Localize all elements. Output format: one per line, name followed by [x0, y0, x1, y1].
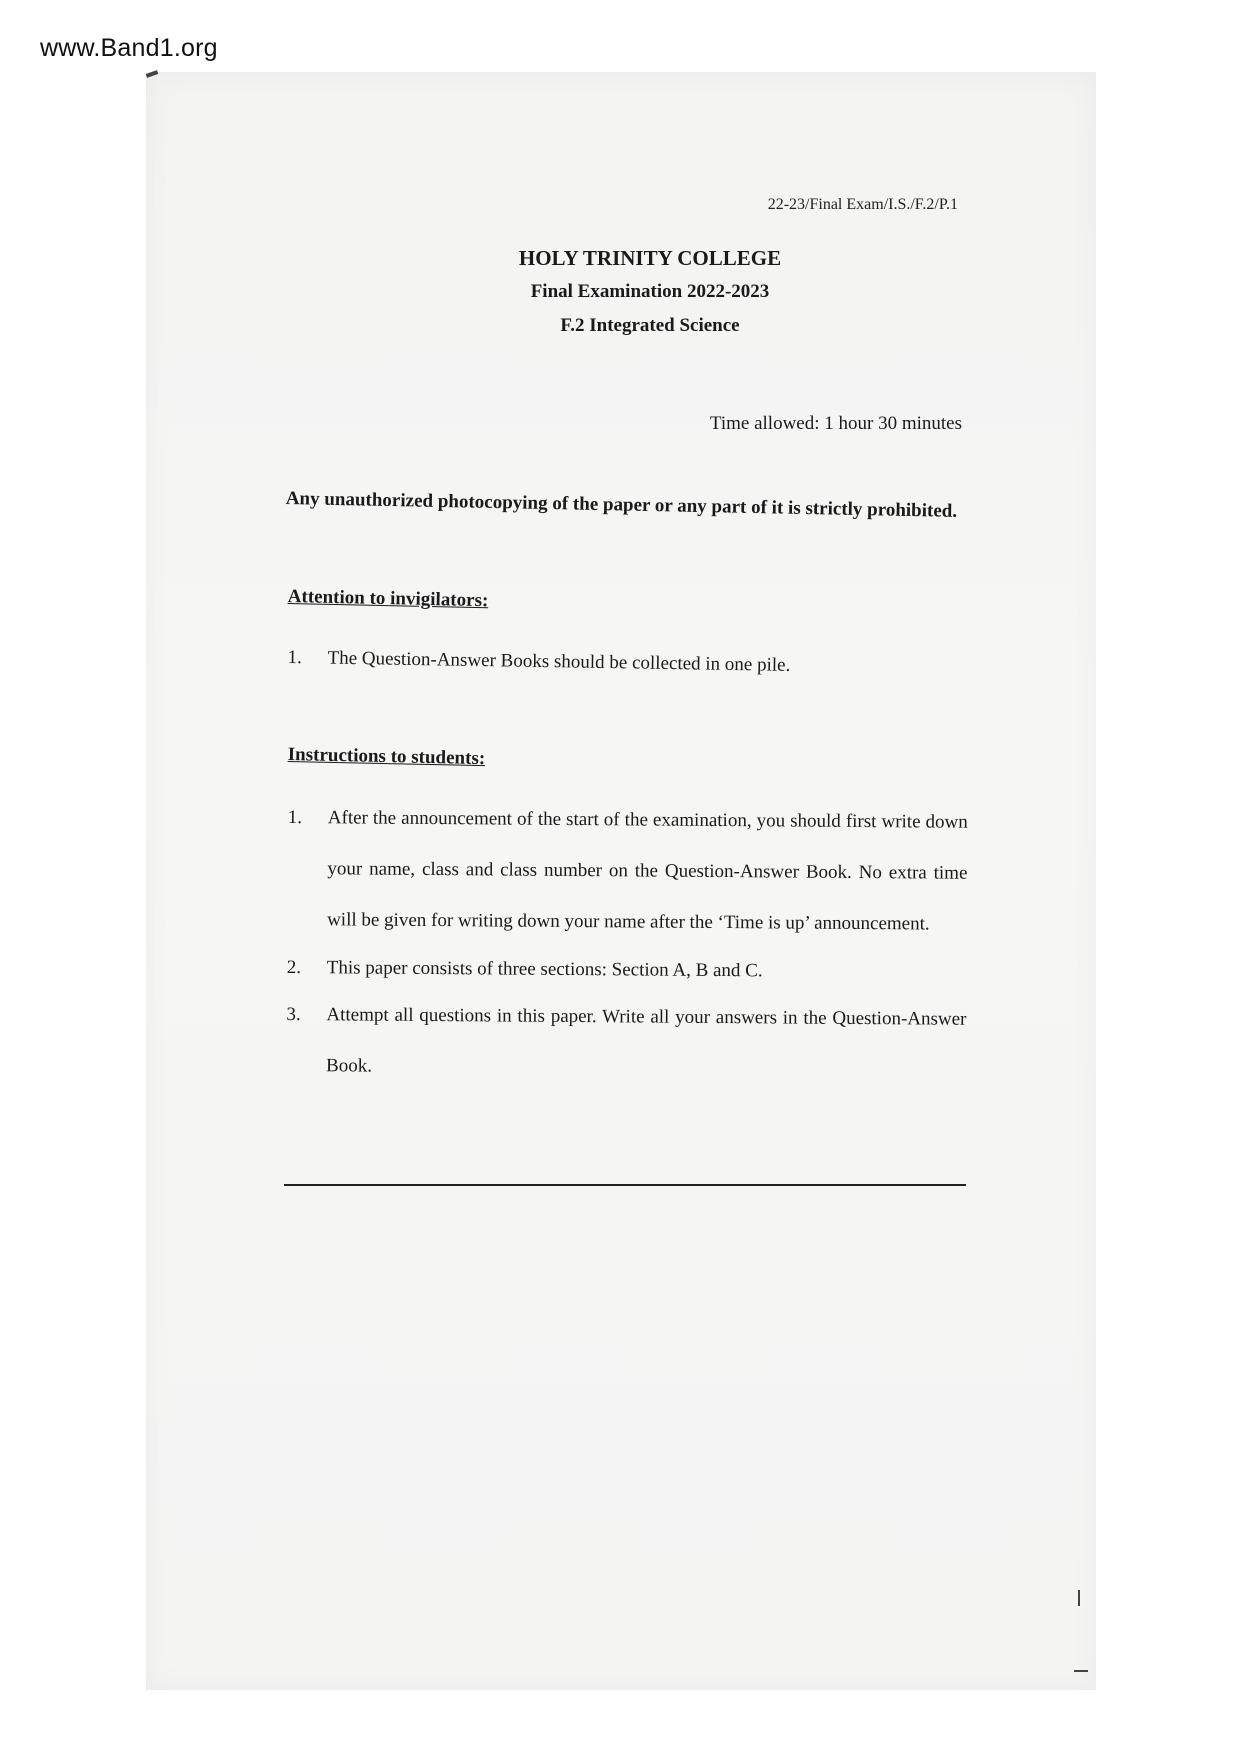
copyright-warning: Any unauthorized photocopying of the paper or any part of it is strictly prohibited.: [285, 488, 958, 522]
item-text: After the announcement of the start of the examination, you should first write down your name, class and class number on the Question-Answer Book. No extra time will be given for writing down your name after the ‘Time is up’ announcement.: [327, 807, 968, 935]
college-name: HOLY TRINITY COLLEGE: [518, 246, 782, 270]
scan-edge-mark: [1074, 1670, 1088, 1672]
scan-edge-mark: [1078, 1590, 1080, 1606]
list-item: [287, 947, 967, 994]
time-allowed: Time allowed: 1 hour 30 minutes: [709, 413, 962, 434]
paper-code: 22-23/Final Exam/I.S./F.2/P.1: [767, 196, 958, 213]
exam-title: Final Examination 2022-2023: [530, 281, 770, 302]
list-item: [287, 792, 968, 950]
item-number: 1.: [287, 646, 303, 669]
list-item: [286, 989, 967, 1096]
item-number: 1.: [287, 806, 303, 829]
site-watermark: www.Band1.org: [40, 34, 218, 62]
invigilators-heading: Attention to invigilators:: [287, 586, 489, 612]
students-heading: Instructions to students:: [287, 744, 486, 770]
item-text: This paper consists of three sections: Section A, B and C.: [326, 957, 763, 982]
item-number: 2.: [286, 956, 302, 979]
students-list: [286, 792, 968, 1096]
item-number: 3.: [286, 1003, 301, 1026]
item-text: The Question-Answer Books should be collected in one pile.: [327, 647, 791, 676]
list-item: [287, 632, 968, 694]
subject-title: F.2 Integrated Science: [560, 315, 740, 336]
invigilators-list: [287, 632, 968, 694]
item-text: Attempt all questions in this paper. Write all your answers in the Question-Answer Book.: [326, 1004, 967, 1077]
bottom-divider: [284, 1184, 966, 1186]
